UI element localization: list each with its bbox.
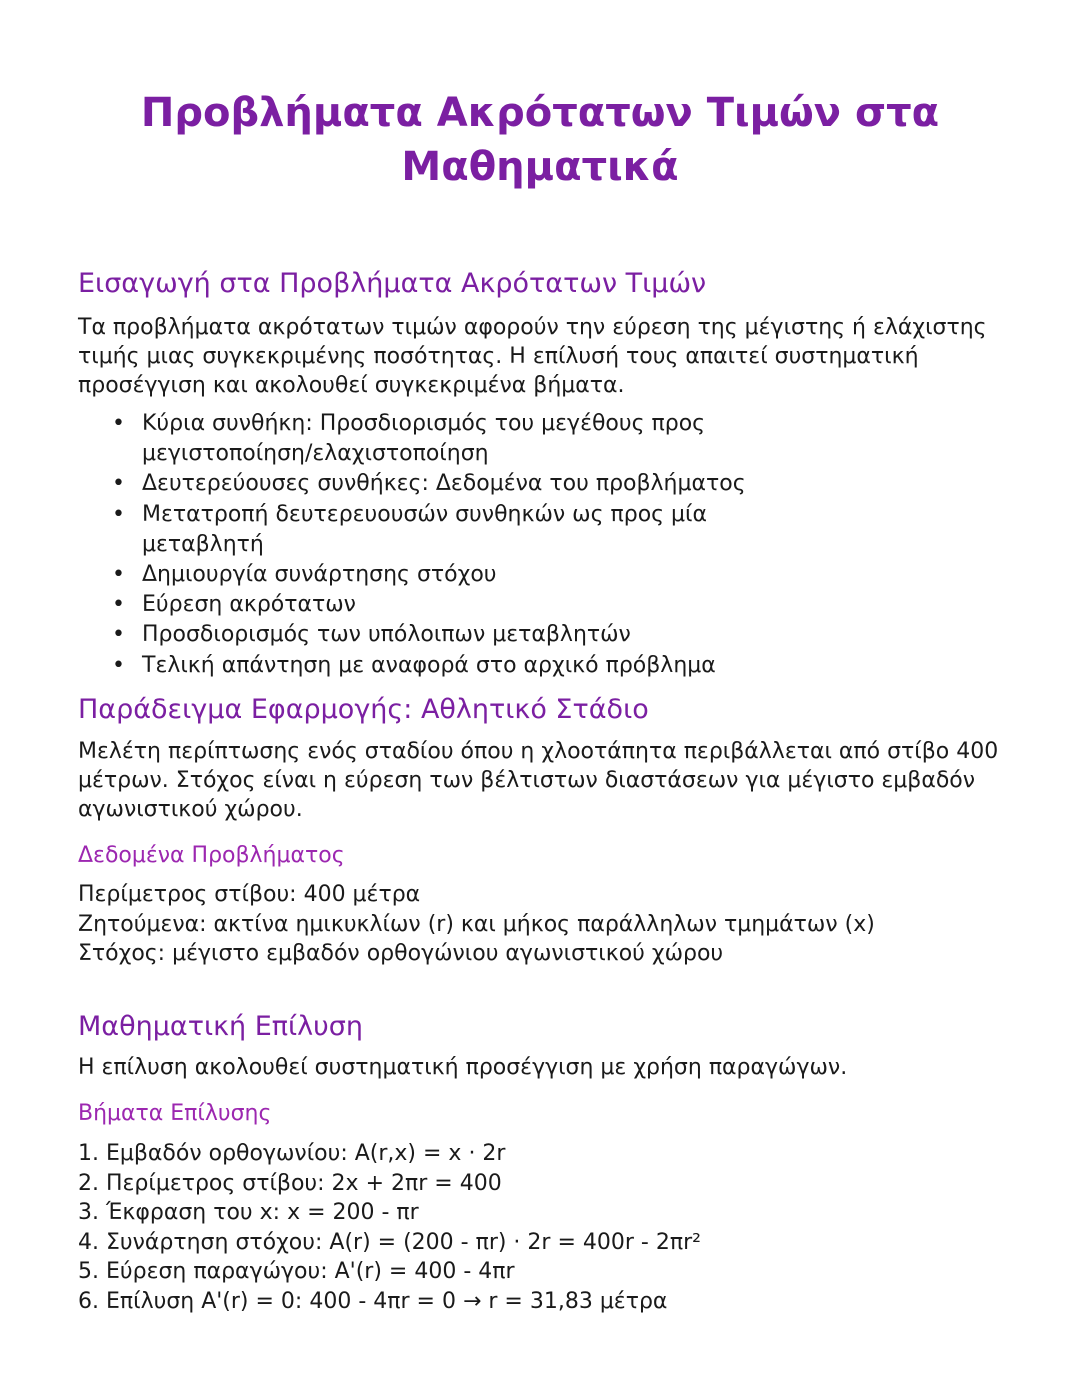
list-item: [108, 409, 808, 469]
list-item: [108, 500, 808, 560]
list-item: 1. Εμβαδόν ορθογωνίου: A(r,x) = x · 2r: [78, 1141, 506, 1166]
list-item: 3. Έκφραση του x: x = 200 - πr: [78, 1200, 419, 1225]
list-item: 4. Συνάρτηση στόχου: A(r) = (200 - πr) · 2r = 400r - 2πr²: [78, 1229, 701, 1255]
intro-bullet-list: [108, 409, 808, 681]
list-item: 2. Περίμετρος στίβου: 2x + 2πr = 400: [78, 1170, 502, 1196]
bullet-text: Τελική απάντηση με αναφορά στο αρχικό πρόβλημα: [142, 652, 716, 678]
list-item: [108, 560, 808, 590]
bullet-icon: •: [112, 562, 125, 588]
list-item: 6. Επίλυση A'(r) = 0: 400 - 4πr = 0 → r = 31,83 μέτρα: [78, 1288, 668, 1314]
intro-heading: Εισαγωγή στα Προβλήματα Ακρότατων Τιμών: [78, 268, 707, 299]
solution-steps-list: [78, 1139, 1018, 1316]
list-item: Ζητούμενα: ακτίνα ημικυκλίων (r) και μήκος παράλληλων τμημάτων (x): [78, 911, 875, 937]
solution-paragraph: Η επίλυση ακολουθεί συστηματική προσέγγιση με χρήση παραγώγων.: [78, 1055, 848, 1080]
bullet-icon: •: [112, 592, 125, 618]
list-item: [108, 469, 808, 499]
bullet-text: Δευτερεύουσες συνθήκες: Δεδομένα του προβλήματος: [142, 471, 746, 497]
bullet-text: Κύρια συνθήκη: Προσδιορισμός του μεγέθους προς μεγιστοποίηση/ελαχιστοποίηση: [142, 411, 706, 467]
bullet-text: Δημιουργία συνάρτησης στόχου: [142, 562, 497, 588]
list-item: Περίμετρος στίβου: 400 μέτρα: [78, 882, 421, 907]
bullet-text: Προσδιορισμός των υπόλοιπων μεταβλητών: [142, 622, 631, 648]
solution-subheading: Βήματα Επίλυσης: [78, 1101, 272, 1126]
bullet-icon: •: [112, 652, 125, 678]
example-subheading: Δεδομένα Προβλήματος: [78, 843, 345, 868]
list-item: [108, 590, 808, 620]
solution-heading: Μαθηματική Επίλυση: [78, 1011, 363, 1042]
page-title: Προβλήματα Ακρότατων Τιμών στα Μαθηματικά: [140, 90, 940, 190]
bullet-text: Μετατροπή δευτερευουσών συνθηκών ως προς μία μεταβλητή: [142, 501, 707, 557]
example-heading: Παράδειγμα Εφαρμογής: Αθλητικό Στάδιο: [78, 694, 649, 725]
example-paragraph: Μελέτη περίπτωσης ενός σταδίου όπου η χλοοτάπητα περιβάλλεται από στίβο 400 μέτρων. Στόχος είναι η εύρεση των βέλτιστων διαστάσεων για μέγιστο εμβαδόν αγωνιστικού χώρου.: [78, 739, 999, 822]
list-item: [108, 651, 808, 681]
bullet-text: Εύρεση ακρότατων: [142, 592, 356, 618]
bullet-icon: •: [112, 471, 125, 497]
list-item: [108, 620, 808, 650]
problem-data-list: [78, 880, 1018, 969]
intro-paragraph: Τα προβλήματα ακρότατων τιμών αφορούν την εύρεση της μέγιστης ή ελάχιστης τιμής μιας συγκεκριμένης ποσότητας. Η επίλυσή τους απαιτεί συστηματική προσέγγιση και ακολουθεί συγκεκριμένα βήματα.: [78, 315, 987, 398]
bullet-icon: •: [112, 501, 125, 527]
bullet-icon: •: [112, 622, 125, 648]
bullet-icon: •: [112, 411, 125, 436]
list-item: Στόχος: μέγιστο εμβαδόν ορθογώνιου αγωνιστικού χώρου: [78, 941, 724, 966]
list-item: 5. Εύρεση παραγώγου: A'(r) = 400 - 4πr: [78, 1259, 515, 1284]
